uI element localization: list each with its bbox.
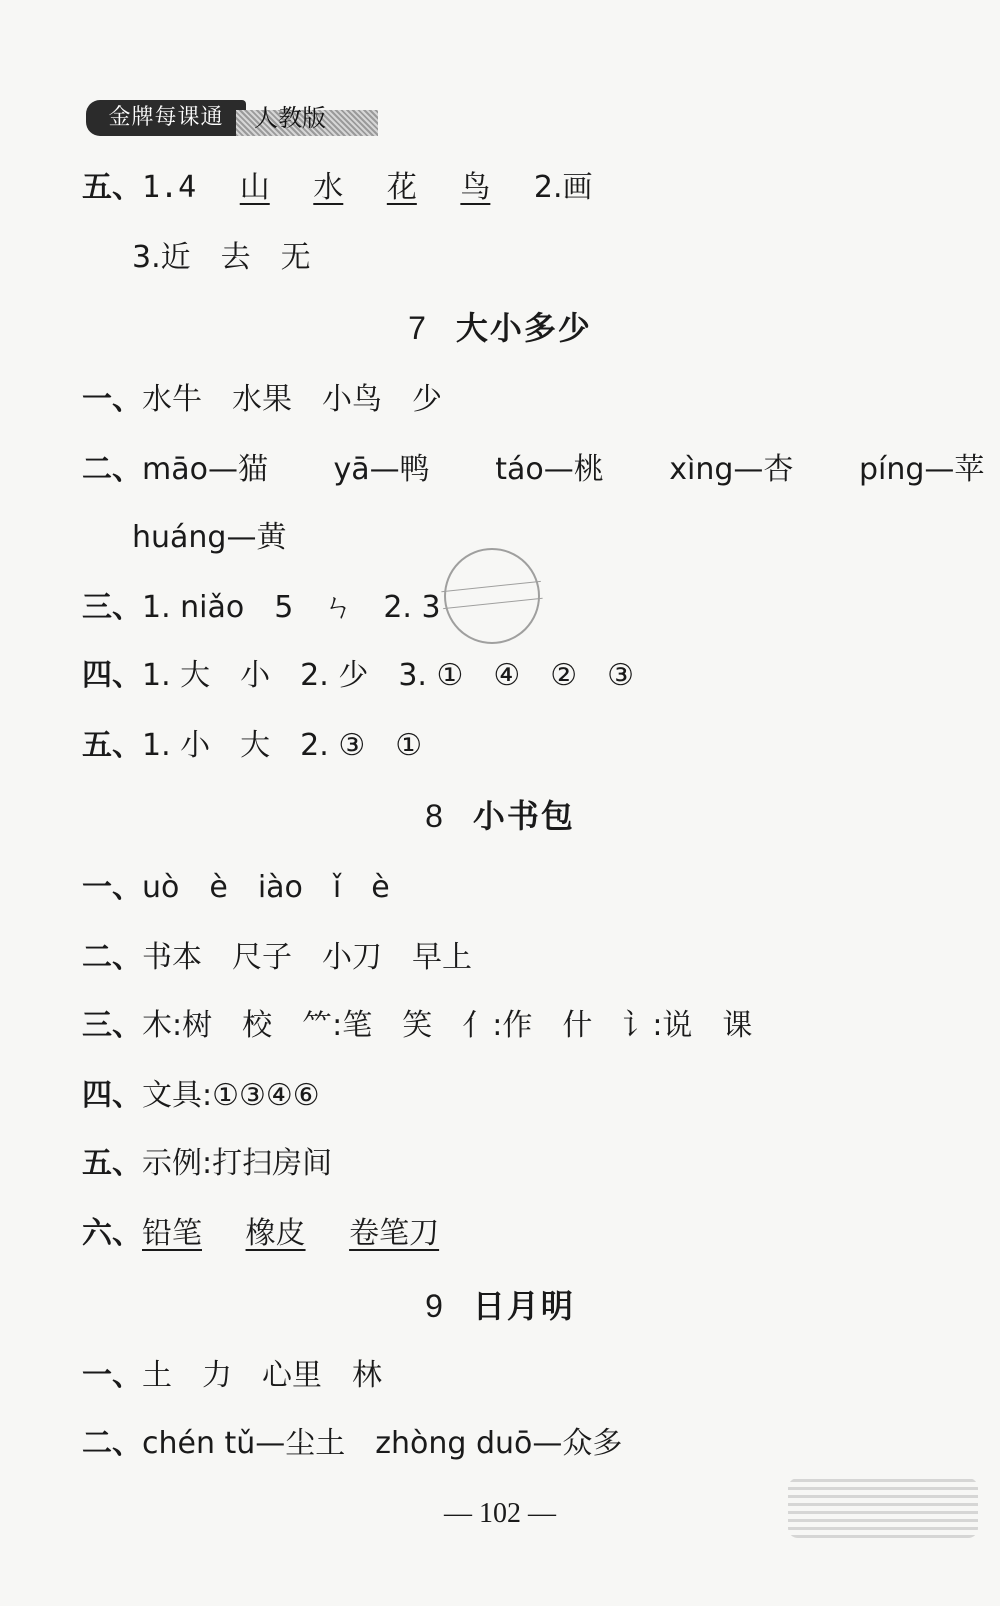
question-prefix: 四、 — [82, 1078, 142, 1113]
question-prefix: 五、 — [82, 1146, 142, 1181]
question-prefix: 三、 — [82, 1008, 142, 1043]
s8-q5 — [82, 1144, 332, 1184]
question-prefix: 五、 — [82, 170, 142, 205]
section-title-9 — [0, 1286, 1000, 1326]
answer-item: píng—苹 — [858, 452, 985, 487]
question-prefix: 六、 — [82, 1216, 142, 1251]
underlined-word: 卷笔刀 — [349, 1216, 440, 1251]
section-number: 7 — [408, 310, 428, 346]
question-prefix: 四、 — [82, 658, 142, 693]
underlined-word: 橡皮 — [245, 1216, 306, 1251]
question-prefix: 五、 — [82, 728, 142, 763]
section-name: 小书包 — [472, 797, 575, 835]
answer-text: 书本 尺子 小刀 早上 — [142, 940, 472, 975]
underlined-word: 水 — [313, 170, 344, 205]
answer-number: 1.4 — [142, 170, 197, 205]
underlined-word: 铅笔 — [142, 1216, 202, 1251]
s9-q2 — [82, 1424, 622, 1464]
question-prefix: 二、 — [82, 452, 142, 487]
watermark-logo — [788, 1478, 978, 1584]
question-prefix: 一、 — [82, 382, 142, 417]
underlined-word: 山 — [239, 170, 270, 205]
s9-q1 — [82, 1356, 382, 1396]
s7-q1 — [82, 380, 442, 420]
stamp-seal — [444, 548, 540, 644]
answer-text: uò è iào ǐ è — [142, 870, 390, 905]
answer-text: 1. 大 小 2. 少 3. ① ④ ② ③ — [142, 658, 635, 693]
watermark-graphic — [788, 1478, 978, 1538]
section-number: 9 — [425, 1288, 445, 1324]
section-name: 日月明 — [472, 1287, 575, 1325]
stamp-band — [441, 581, 542, 609]
s7-q3 — [82, 588, 441, 628]
section-title-7 — [0, 308, 1000, 348]
answer-text: 示例:打扫房间 — [142, 1146, 333, 1181]
edition-label: 人教版 — [254, 104, 326, 132]
answer-text: 土 力 心里 林 — [142, 1358, 382, 1393]
underlined-word: 鸟 — [460, 170, 491, 205]
answer-line-5b: 3.近 去 无 — [132, 240, 311, 275]
header-banner — [86, 100, 378, 136]
s7-q4 — [82, 656, 634, 696]
s8-q4 — [82, 1076, 320, 1116]
answer-text: 文具:①③④⑥ — [142, 1078, 320, 1113]
section-number: 8 — [425, 798, 445, 834]
page-number: — 102 — — [444, 1498, 556, 1529]
question-prefix: 三、 — [82, 590, 142, 625]
answer-text: 水牛 水果 小鸟 少 — [142, 382, 442, 417]
answer-text: 2.画 — [533, 170, 593, 205]
question-prefix: 二、 — [82, 1426, 142, 1461]
underlined-word: 花 — [386, 170, 417, 205]
brand-label: 金牌每课通 — [86, 100, 246, 136]
question-prefix: 二、 — [82, 940, 142, 975]
answer-item: yā—鸭 — [333, 452, 430, 487]
section-name: 大小多少 — [455, 309, 592, 347]
answer-text: chén tǔ—尘土 zhòng duō—众多 — [142, 1426, 623, 1461]
question-prefix: 一、 — [82, 870, 142, 905]
answer-item: táo—桃 — [495, 452, 604, 487]
answer-text: 1. 小 大 2. ③ ① — [142, 728, 423, 763]
s8-q2 — [82, 938, 472, 978]
answer-text: 木:树 校 ⺮:笔 笑 亻:作 什 讠:说 课 — [142, 1008, 753, 1043]
s7-q2-cont: huáng—黄 — [132, 520, 287, 555]
s7-q5 — [82, 726, 422, 766]
question-prefix: 一、 — [82, 1358, 142, 1393]
s8-q1 — [82, 868, 390, 908]
answer-item: māo—猫 — [142, 452, 268, 487]
s7-q2 — [82, 450, 984, 490]
answer-text: 1. niǎo 5 ㄣ 2. 3 — [142, 590, 441, 625]
answer-item: xìng—杏 — [669, 452, 794, 487]
s8-q6 — [82, 1214, 439, 1254]
answer-line-5a — [82, 168, 593, 208]
s8-q3 — [82, 1006, 752, 1046]
section-title-8 — [0, 796, 1000, 836]
